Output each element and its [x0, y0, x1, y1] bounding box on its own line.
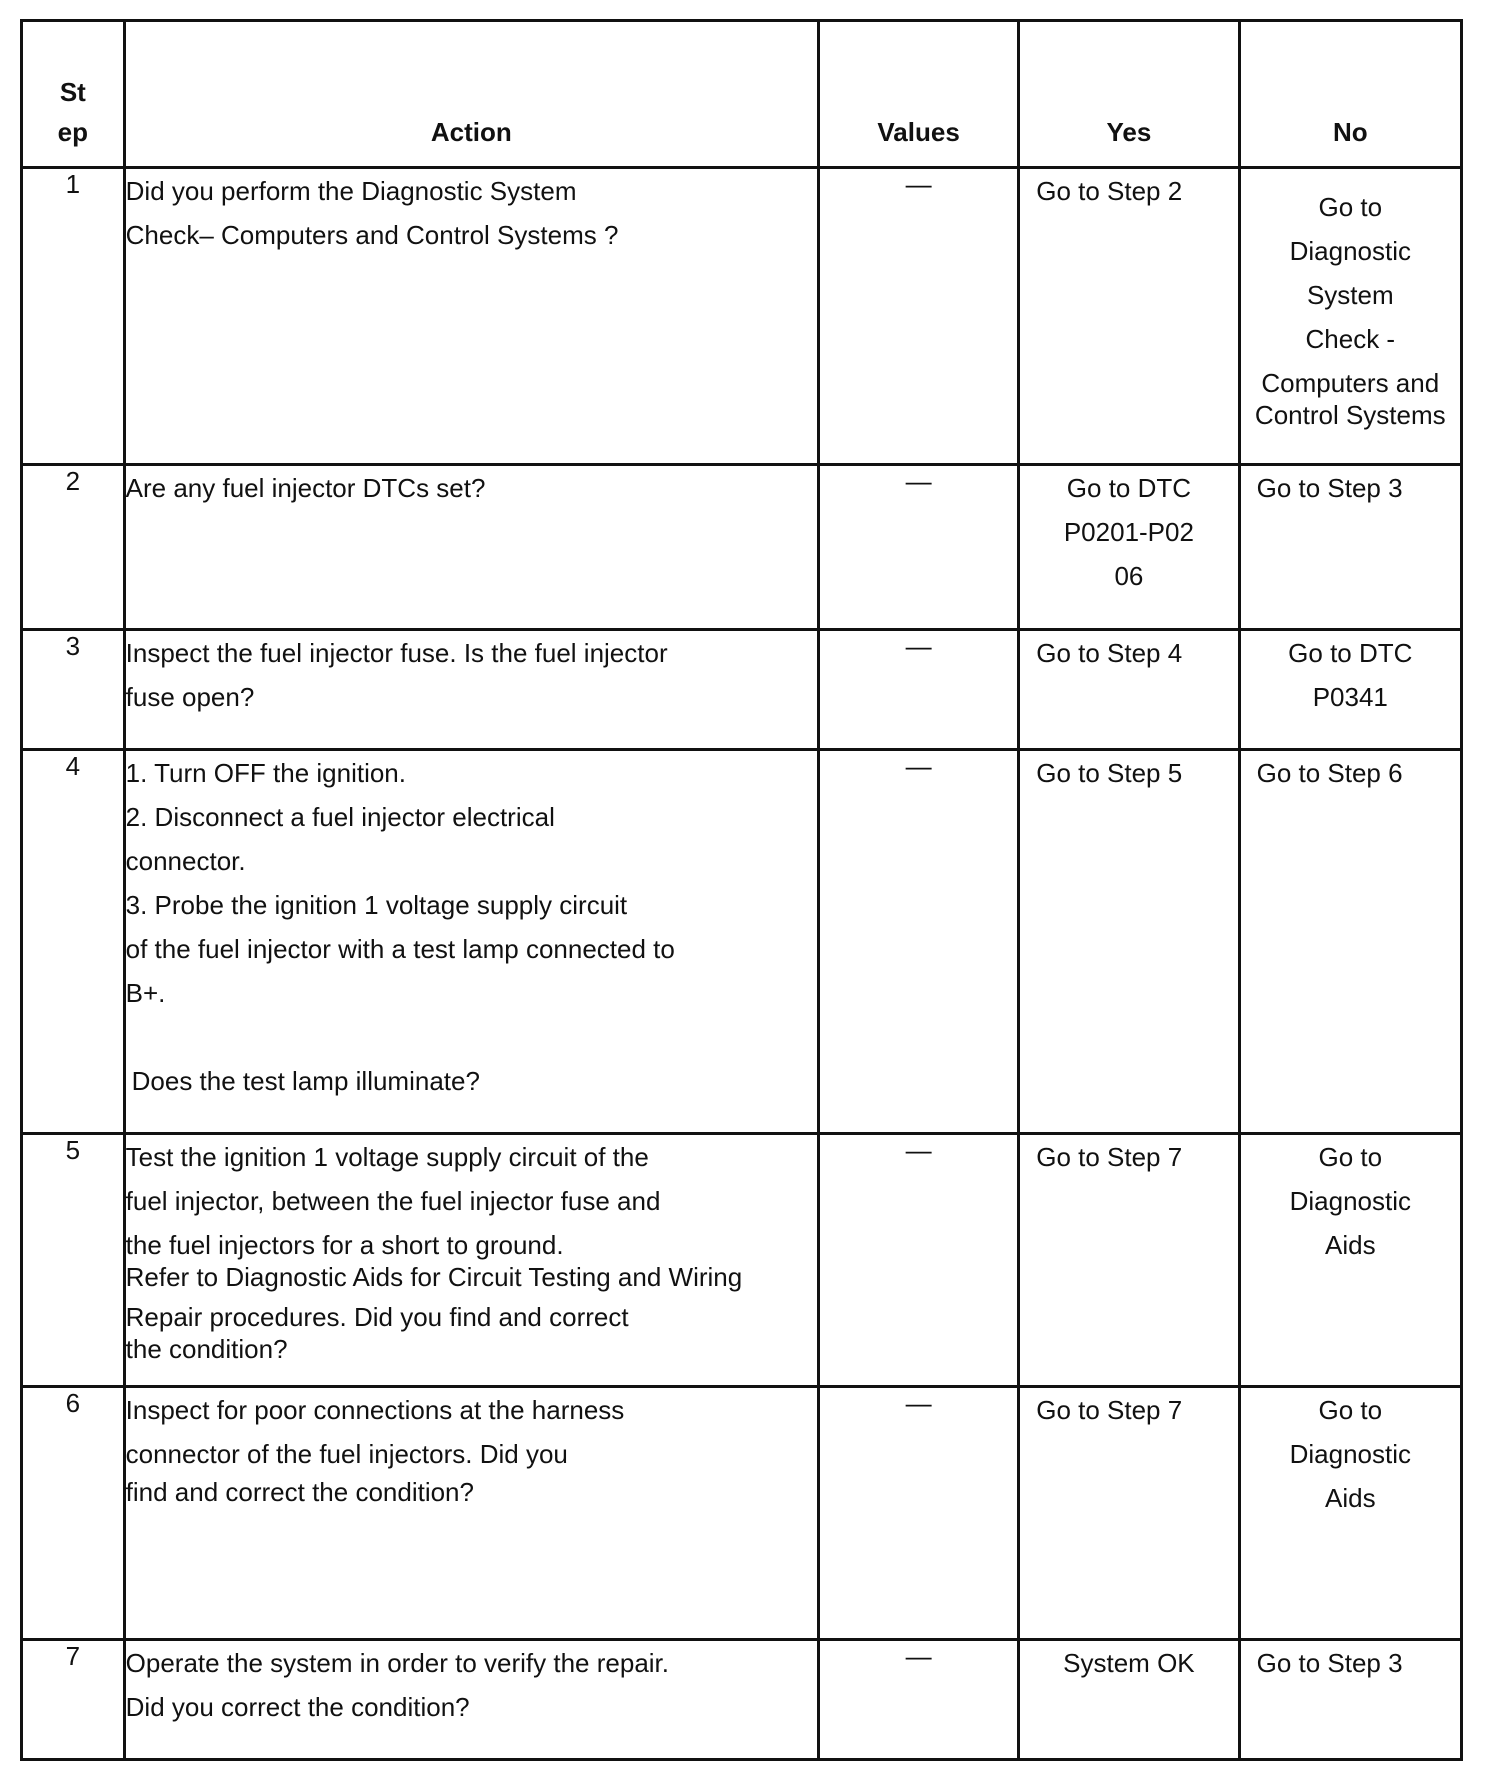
action-line: the condition?: [125, 1334, 288, 1364]
step-header-line-1: St: [59, 77, 86, 107]
no-line: P0341: [1312, 682, 1388, 712]
yes-line: Go to DTC: [1066, 473, 1192, 503]
action-line: Inspect for poor connections at the harness: [125, 1395, 625, 1425]
yes-cell: [1019, 168, 1239, 465]
step-number: 6: [22, 1387, 125, 1640]
action-line: the fuel injectors for a short to ground.: [125, 1230, 564, 1260]
no-column-header: No: [1239, 21, 1461, 168]
yes-cell: [1019, 465, 1239, 630]
header-row: [22, 21, 1462, 168]
action-line: fuse open?: [125, 682, 255, 712]
yes-cell: [1019, 1134, 1239, 1387]
no-line: Go to Step 3: [1256, 473, 1403, 503]
step-number: 1: [22, 168, 125, 465]
action-line: Repair procedures. Did you find and correct: [125, 1302, 629, 1332]
yes-cell: [1019, 1387, 1239, 1640]
no-cell: [1239, 1640, 1461, 1760]
table-row: [22, 1640, 1462, 1760]
action-line: Did you perform the Diagnostic System: [125, 176, 577, 206]
step-column-header: [22, 21, 125, 168]
no-line: Go to: [1318, 1142, 1383, 1172]
action-line: 2. Disconnect a fuel injector electrical: [125, 802, 555, 832]
step-number: 7: [22, 1640, 125, 1760]
action-line: fuel injector, between the fuel injector fuse and: [125, 1186, 661, 1216]
step-header-line-2: ep: [57, 117, 88, 147]
no-line: Aids: [1325, 1483, 1376, 1513]
action-line: connector of the fuel injectors. Did you: [125, 1439, 568, 1469]
no-line: Diagnostic: [1289, 236, 1411, 266]
no-line: Diagnostic: [1289, 1439, 1411, 1469]
no-line: Go to DTC: [1288, 638, 1413, 668]
no-cell: [1239, 750, 1461, 1134]
no-line: Diagnostic: [1289, 1186, 1411, 1216]
action-line-blank: [126, 1015, 817, 1059]
table-row: [22, 750, 1462, 1134]
diagnostic-table: [20, 19, 1463, 1761]
no-line: Check -: [1305, 324, 1396, 354]
action-line: Does the test lamp illuminate?: [131, 1066, 480, 1096]
no-cell: [1239, 1387, 1461, 1640]
step-number: 4: [22, 750, 125, 1134]
value-cell: —: [818, 465, 1018, 630]
action-cell: [124, 630, 818, 750]
yes-line: System OK: [1063, 1648, 1195, 1678]
action-line: Are any fuel injector DTCs set?: [125, 473, 486, 503]
value-cell: —: [818, 630, 1018, 750]
no-cell: [1239, 1134, 1461, 1387]
yes-line: P0201-P02: [1063, 517, 1194, 547]
action-cell: [124, 1640, 818, 1760]
action-line: Refer to Diagnostic Aids for Circuit Testing and Wiring: [125, 1262, 743, 1292]
action-line: Check– Computers and Control Systems ?: [125, 220, 619, 250]
yes-line: Go to Step 7: [1036, 1395, 1183, 1425]
action-line: B+.: [125, 978, 166, 1008]
table-row: [22, 630, 1462, 750]
no-line: Control Systems: [1254, 400, 1446, 430]
yes-line: 06: [1114, 561, 1144, 591]
step-number: 3: [22, 630, 125, 750]
step-number: 2: [22, 465, 125, 630]
action-line: connector.: [125, 846, 246, 876]
table-row: [22, 168, 1462, 465]
no-cell: [1239, 465, 1461, 630]
yes-line: Go to Step 4: [1036, 638, 1183, 668]
action-cell: [124, 168, 818, 465]
no-line: Go to: [1318, 1395, 1383, 1425]
action-line: 1. Turn OFF the ignition.: [125, 758, 406, 788]
table-row: [22, 1387, 1462, 1640]
value-cell: —: [818, 168, 1018, 465]
yes-cell: [1019, 1640, 1239, 1760]
action-line: Operate the system in order to verify the repair.: [125, 1648, 669, 1678]
yes-line: Go to Step 7: [1036, 1142, 1183, 1172]
action-cell: [124, 1134, 818, 1387]
action-line: of the fuel injector with a test lamp connected to: [125, 934, 675, 964]
value-cell: —: [818, 1134, 1018, 1387]
yes-cell: [1019, 630, 1239, 750]
yes-column-header: Yes: [1019, 21, 1239, 168]
action-line: find and correct the condition?: [125, 1477, 474, 1507]
no-line: System: [1306, 280, 1394, 310]
no-line: Computers and: [1261, 368, 1440, 398]
table-row: [22, 1134, 1462, 1387]
yes-line: Go to Step 5: [1036, 758, 1183, 788]
action-line: Did you correct the condition?: [125, 1692, 470, 1722]
action-cell: [124, 1387, 818, 1640]
no-line: Go to Step 3: [1256, 1648, 1403, 1678]
value-cell: —: [818, 1387, 1018, 1640]
no-line: Go to: [1318, 192, 1383, 222]
action-line: Inspect the fuel injector fuse. Is the fuel injector: [125, 638, 668, 668]
values-column-header: Values: [818, 21, 1018, 168]
yes-line: Go to Step 2: [1036, 176, 1183, 206]
no-cell: [1239, 168, 1461, 465]
action-column-header: Action: [124, 21, 818, 168]
yes-cell: [1019, 750, 1239, 1134]
action-cell: [124, 750, 818, 1134]
diagnostic-table-page: [20, 19, 1463, 1761]
action-line: 3. Probe the ignition 1 voltage supply circuit: [125, 890, 628, 920]
no-line: Aids: [1325, 1230, 1376, 1260]
value-cell: —: [818, 750, 1018, 1134]
table-row: [22, 465, 1462, 630]
no-cell: [1239, 630, 1461, 750]
value-cell: —: [818, 1640, 1018, 1760]
step-number: 5: [22, 1134, 125, 1387]
action-cell: [124, 465, 818, 630]
no-line: Go to Step 6: [1256, 758, 1403, 788]
action-line: Test the ignition 1 voltage supply circuit of the: [125, 1142, 649, 1172]
